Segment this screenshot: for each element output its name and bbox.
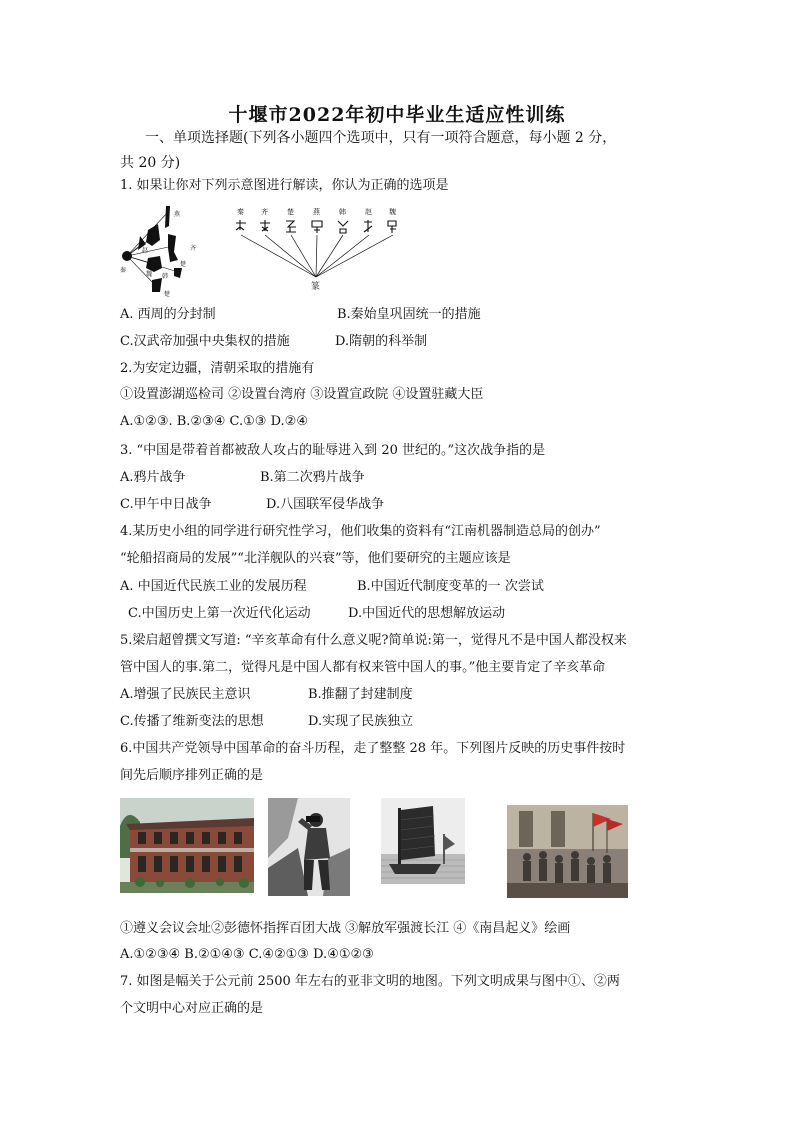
q3-option-c[interactable]: C.甲午中日战争 [120, 497, 212, 512]
q6-image-caption: ①遵义会议会址②彭德怀指挥百团大战 ③解放军强渡长江 ④《南昌起义》绘画 [120, 921, 571, 936]
q7-stem-line2: 个文明中心对应正确的是 [120, 1001, 264, 1016]
q1-map-label-wei: 魏 [146, 271, 153, 278]
q6-options[interactable]: A.①②③④ B.②①④③ C.④②①③ D.④①②③ [120, 947, 374, 962]
q3-option-d[interactable]: D.八国联军侵华战争 [266, 497, 385, 512]
q1-script-figure [228, 205, 408, 295]
peng-dehuai-hundred-regiments-photo [268, 798, 350, 896]
q2-stem: 2.为安定边疆，清朝采取的措施有 [120, 361, 315, 376]
q1-state-chu: 楚 [287, 208, 294, 216]
q5-stem-line2: 管中国人的事.第二，觉得凡是中国人都有权来管中国人的事。”他主要肯定了辛亥革命 [120, 660, 606, 675]
section-heading-line2: 共 20 分) [120, 155, 181, 171]
q1-map-figure [118, 200, 200, 298]
crossing-yangtze-photo [381, 798, 465, 884]
zunyi-meeting-site-photo [120, 798, 254, 893]
q4-option-a[interactable]: A. 中国近代民族工业的发展历程 [120, 579, 307, 594]
q1-state-yan: 燕 [313, 208, 320, 216]
q6-stem-line1: 6.中国共产党领导中国革命的奋斗历程，走了整整 28 年。下列图片反映的历史事件按时 [120, 741, 626, 756]
section-heading-line1: 一、单项选择题(下列各小题四个选项中，只有一项符合题意，每小题 2 分， [145, 130, 617, 146]
q4-option-c[interactable]: C.中国历史上第一次近代化运动 [128, 606, 311, 621]
q1-state-qin: 秦 [237, 208, 244, 216]
q4-stem-line2: “轮船招商局的发展”“北洋舰队的兴衰”等，他们要研究的主题应该是 [120, 551, 511, 566]
q1-option-d[interactable]: D.隋朝的科举制 [335, 334, 428, 349]
q5-option-c[interactable]: C.传播了维新变法的思想 [120, 714, 264, 729]
q1-map-label-yan: 燕 [174, 211, 181, 218]
q1-map-label-zhao: 赵 [142, 247, 149, 254]
q6-stem-line2: 间先后顺序排列正确的是 [120, 768, 264, 783]
q5-option-d[interactable]: D.实现了民族独立 [308, 714, 414, 729]
nanchang-uprising-painting [507, 805, 628, 898]
q5-option-a[interactable]: A.增强了民族民主意识 [120, 687, 251, 702]
q2-items: ①设置澎湖巡检司 ②设置台湾府 ③设置宣政院 ④设置驻藏大臣 [120, 387, 484, 402]
q1-map-label-han: 韩 [162, 273, 169, 280]
q4-stem-line1: 4.某历史小组的同学进行研究性学习，他们收集的资料有“江南机器制造总局的创办” [120, 524, 601, 539]
q1-option-c[interactable]: C.汉武帝加强中央集权的措施 [120, 334, 290, 349]
q1-option-b[interactable]: B.秦始皇巩固统一的措施 [337, 307, 481, 322]
q1-option-a[interactable]: A. 西周的分封制 [120, 307, 216, 322]
q5-option-b[interactable]: B.推翻了封建制度 [308, 687, 413, 702]
q4-option-d[interactable]: D.中国近代的思想解放运动 [348, 606, 506, 621]
q1-unified-script: 篆 [311, 282, 321, 292]
q1-state-zhao: 赵 [365, 208, 372, 216]
q2-options[interactable]: A.①②③. B.②③④ C.①③ D.②④ [120, 414, 308, 429]
q1-state-wei: 魏 [389, 208, 396, 216]
page-title: 十堰市2022年初中毕业生适应性训练 [228, 104, 566, 126]
q4-option-b[interactable]: B.中国近代制度变革的一 次尝试 [357, 579, 544, 594]
q7-stem-line1: 7. 如图是幅关于公元前 2500 年左右的亚非文明的地图。下列文明成果与图中①、②两 [120, 974, 620, 989]
q3-option-b[interactable]: B.第二次鸦片战争 [260, 470, 365, 485]
q3-option-a[interactable]: A.鸦片战争 [120, 470, 186, 485]
q1-map-label-qin: 秦 [120, 267, 127, 274]
q5-stem-line1: 5.梁启超曾撰文写道: “辛亥革命有什么意义呢?简单说:第一，觉得凡不是中国人都没权来 [120, 633, 627, 648]
q1-map-label-chu: 楚 [180, 261, 187, 268]
q1-state-qi: 齐 [261, 208, 268, 216]
q1-state-han: 韩 [339, 208, 346, 216]
q1-stem: 1. 如果让你对下列示意图进行解读，你认为正确的选项是 [120, 178, 449, 193]
q1-map-label-chu2: 楚 [164, 291, 171, 298]
q1-map-label-qi: 齐 [190, 245, 197, 252]
q3-stem: 3. “中国是带着首都被敌人攻占的耻辱进入到 20 世纪的。”这次战争指的是 [120, 443, 546, 458]
